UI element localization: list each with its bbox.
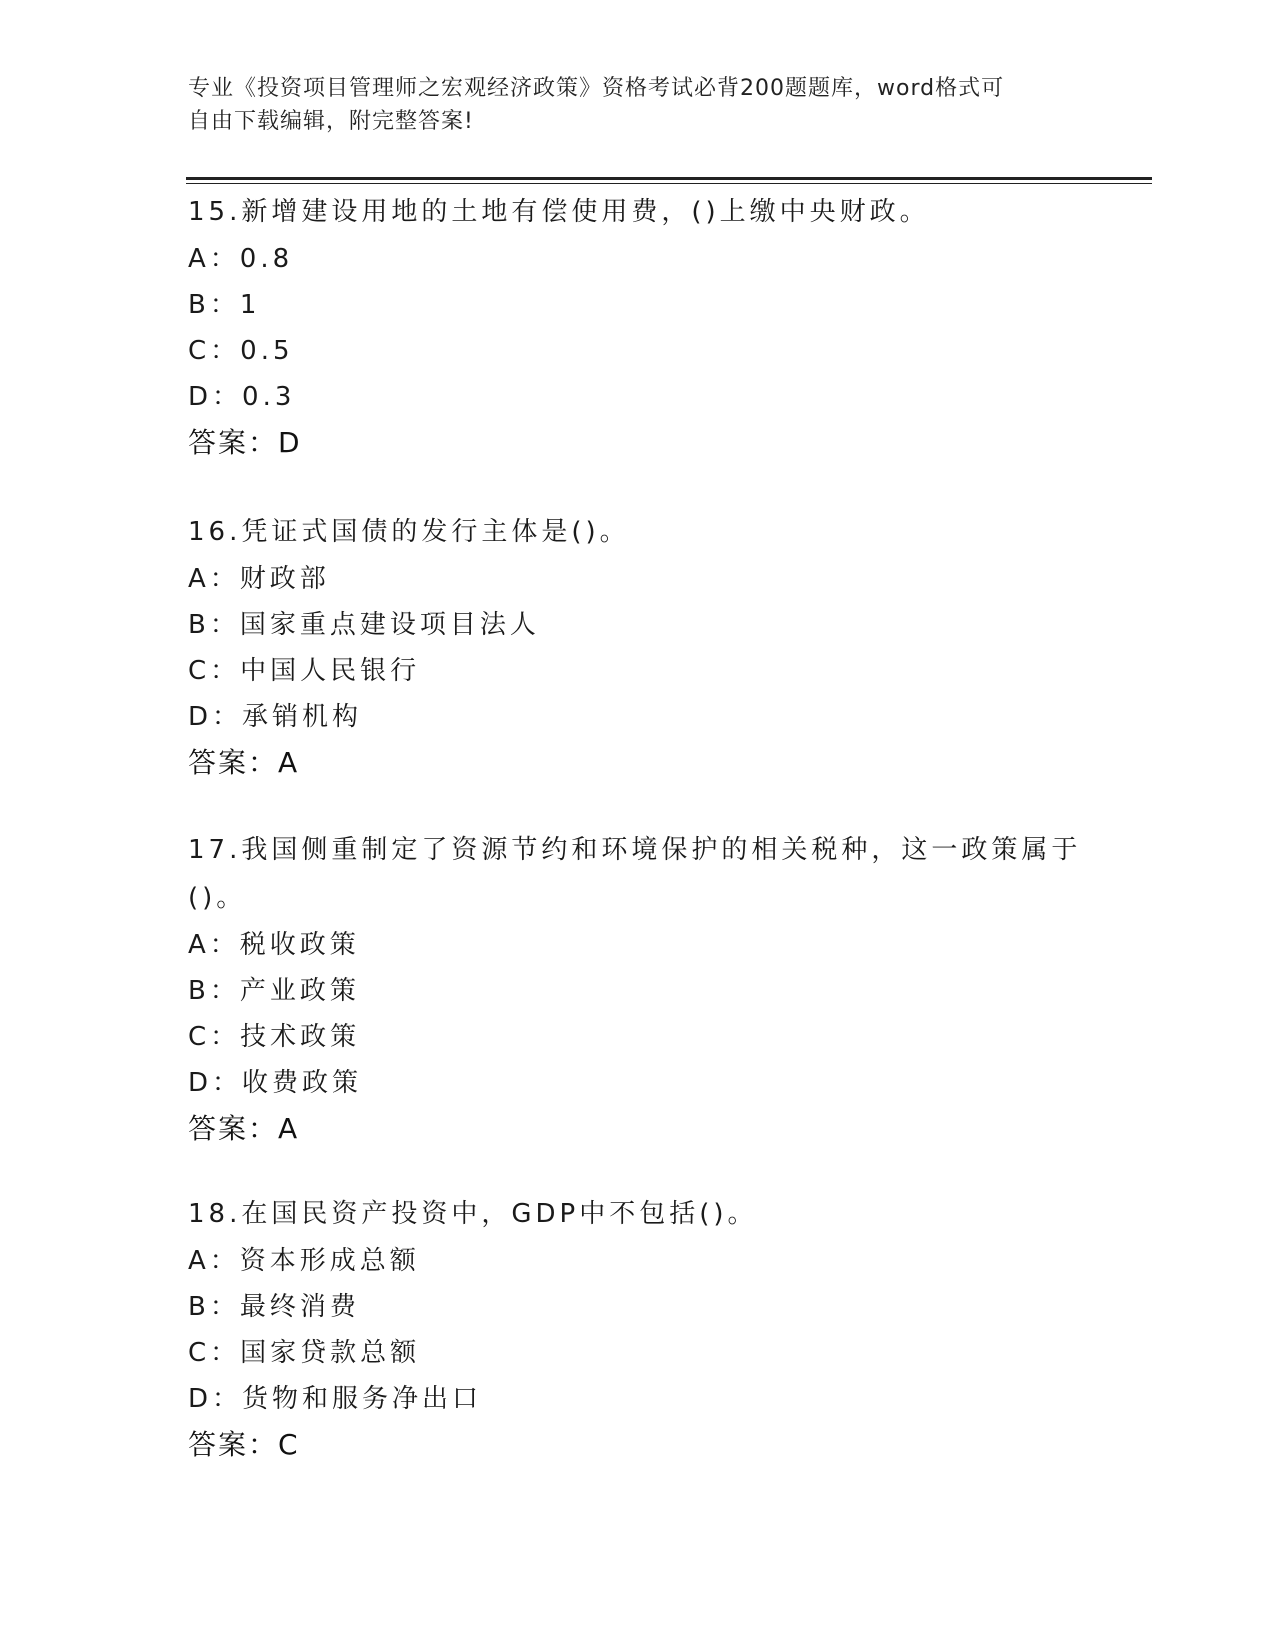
option-c: C：0.5 bbox=[188, 336, 294, 366]
option-a: A：资本形成总额 bbox=[188, 1246, 420, 1276]
option-d: D：货物和服务净出口 bbox=[188, 1384, 483, 1414]
option-d: D：收费政策 bbox=[188, 1068, 363, 1098]
question-18 bbox=[188, 1190, 1088, 1468]
question-stem: 15.新增建设用地的土地有偿使用费，()上缴中央财政。 bbox=[188, 197, 930, 227]
header-line-1: 专业《投资项目管理师之宏观经济政策》资格考试必背200题题库，word格式可 bbox=[188, 76, 1005, 101]
answer: 答案：A bbox=[188, 1112, 300, 1145]
option-b: B：最终消费 bbox=[188, 1292, 360, 1322]
option-b: B：1 bbox=[188, 290, 261, 320]
option-d: D：0.3 bbox=[188, 382, 296, 412]
question-17 bbox=[188, 826, 1088, 1152]
question-stem: 17.我国侧重制定了资源节约和环境保护的相关税种，这一政策属于()。 bbox=[188, 835, 1082, 913]
option-c: C：中国人民银行 bbox=[188, 656, 421, 686]
option-c: C：技术政策 bbox=[188, 1022, 361, 1052]
question-15 bbox=[188, 188, 1088, 466]
option-b: B：产业政策 bbox=[188, 976, 360, 1006]
document-header bbox=[188, 72, 1068, 138]
question-stem: 18.在国民资产投资中，GDP中不包括()。 bbox=[188, 1199, 758, 1229]
header-divider-thick bbox=[186, 177, 1152, 180]
header-line-2: 自由下载编辑，附完整答案! bbox=[188, 109, 474, 134]
option-a: A：0.8 bbox=[188, 244, 294, 274]
question-16 bbox=[188, 508, 1088, 786]
answer: 答案：C bbox=[188, 1428, 300, 1461]
header-divider-thin bbox=[186, 183, 1152, 184]
option-b: B：国家重点建设项目法人 bbox=[188, 610, 540, 640]
option-a: A：税收政策 bbox=[188, 930, 360, 960]
option-a: A：财政部 bbox=[188, 564, 330, 594]
answer: 答案：A bbox=[188, 746, 300, 779]
answer: 答案：D bbox=[188, 426, 302, 459]
option-d: D：承销机构 bbox=[188, 702, 363, 732]
option-c: C：国家贷款总额 bbox=[188, 1338, 421, 1368]
question-stem: 16.凭证式国债的发行主体是()。 bbox=[188, 517, 630, 547]
